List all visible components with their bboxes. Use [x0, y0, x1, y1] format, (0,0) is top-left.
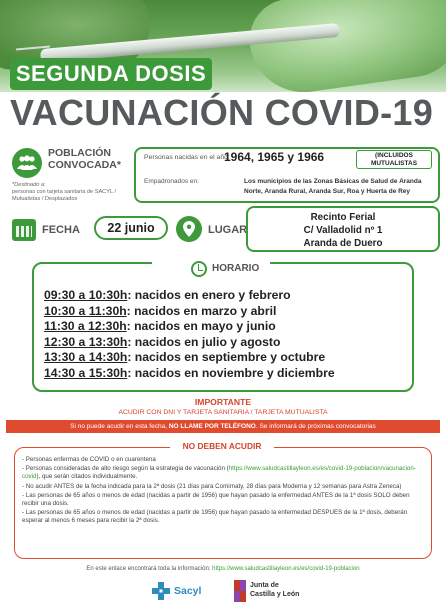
footer-info: En este enlace encontrará toda la información: https://www.saludcastillayleon.es/es/covid-19-poblacion — [86, 566, 360, 572]
exclusion-item: - Personas enfermas de COVID o en cuarentena — [22, 456, 156, 463]
population-box — [134, 147, 440, 203]
population-note: *Destinado a: personas con tarjeta sanitaria de SACYL / Mutualistas / Desplazados — [12, 182, 116, 202]
schedule-row: 13:30 a 14:30h: nacidos en septiembre y octubre — [44, 350, 326, 364]
registered-line2: Norte, Aranda Rural, Aranda Sur, Roa y Huerta de Rey — [244, 188, 411, 195]
calendar-icon — [12, 219, 36, 241]
exclusion-item: - Las personas de 65 años o menos de edad (nacidas a partir de 1956) que hayan pasado la enfermedad DESPUES de la 1ª dosis, deberán esperar al menos 6 meses para recibir la 2ª dosis. — [22, 509, 408, 524]
schedule-row: 12:30 a 13:30h: nacidos en julio y agosto — [44, 334, 281, 349]
place-label: LUGAR — [208, 224, 248, 236]
exclusion-item: - Personas consideradas de alto riesgo según la estrategia de vacunación (https://www.saludcastillayleon.es/es/covid-19-poblacion/vacunacion-covid), que serán citados individualmente. — [22, 465, 416, 481]
exclusion-item: - No acudir ANTES de la fecha indicada para la 2ª dosis (21 días para Comirnaty, 28 días para Moderna y 12 semanas para Astra Zeneca) — [22, 482, 402, 490]
schedule-row: 10:30 a 11:30h: nacidos en marzo y abril — [44, 303, 277, 318]
exclusions-list — [22, 456, 426, 526]
clock-icon — [191, 261, 207, 277]
schedule-row: 14:30 a 15:30h: nacidos en noviembre y diciembre — [44, 365, 335, 380]
junta-name: Junta de Castilla y León — [250, 582, 300, 598]
population-label: POBLACIÓN CONVOCADA* — [48, 147, 121, 171]
glove-shape — [244, 0, 446, 92]
place-box: Recinto Ferial C/ Valladolid nº 1 Aranda de Duero — [246, 206, 440, 252]
schedule-row: 09:30 a 10:30h: nacidos en enero y febrero — [44, 288, 291, 302]
included-badge: (INCLUIDOS MUTUALISTAS — [356, 150, 432, 169]
exclusion-item: - Las personas de 65 años o menos de edad (nacidas a partir de 1956) que hayan pasado la enfermedad ANTES de la 1ª dosis SOLO deben recibir una dosis. — [22, 491, 410, 507]
vaccination-strategy-link[interactable]: https://www.saludcastillayleon.es/es/covid-19-poblacion/vacunacion-covid — [22, 465, 416, 481]
important-title: IMPORTANTE — [194, 397, 252, 407]
sacyl-name: Sacyl — [174, 585, 202, 597]
date-value: 22 junio — [94, 216, 168, 240]
no-phone-banner: Si no puede acudir en esta fecha, NO LLAME POR TELÉFONO. Se informará de próximas convocatorias — [6, 420, 440, 433]
years-value: 1964, 1965 y 1966 — [224, 150, 325, 164]
schedule-row: 11:30 a 12:30h: nacidos en mayo y junio — [44, 319, 276, 333]
exclusions-title: NO DEBEN ACUDIR — [170, 441, 274, 453]
people-icon — [12, 148, 42, 178]
registered-label: Empadronados en: — [144, 178, 199, 185]
schedule-label: HORARIO — [212, 263, 260, 274]
registered-line1: Los municipios de las Zonas Básicas de Salud de Aranda — [244, 178, 422, 185]
second-dose-banner — [10, 58, 212, 90]
banner-text: SEGUNDA DOSIS — [15, 61, 207, 86]
junta-shield-icon — [234, 580, 246, 602]
info-link[interactable]: https://www.saludcastillayleon.es/es/covid-19-poblacion — [212, 566, 360, 572]
sacyl-logo-icon — [152, 582, 170, 600]
schedule-list — [44, 288, 414, 381]
page-title: VACUNACIÓN COVID-19 — [10, 92, 434, 133]
important-subtitle: ACUDIR CON DNI Y TARJETA SANITARIA / TARJETA MUTUALISTA — [118, 409, 328, 416]
location-pin-icon — [176, 216, 202, 242]
date-label: FECHA — [42, 224, 80, 236]
born-label: Personas nacidas en el año: — [144, 154, 230, 161]
